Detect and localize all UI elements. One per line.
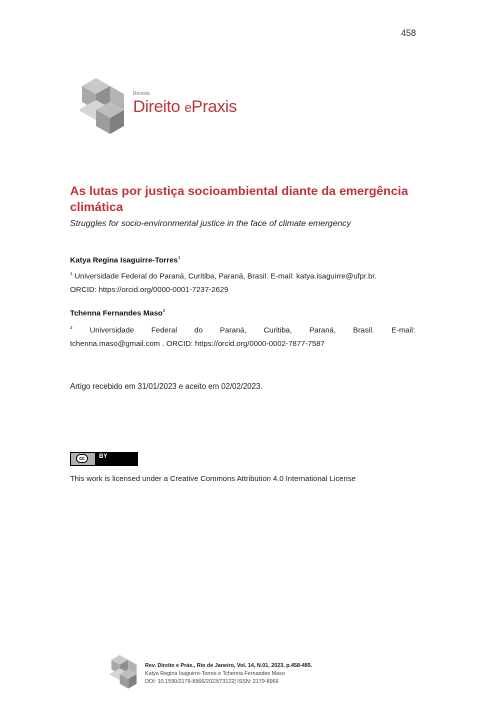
author-affiliation [70,321,415,350]
license-text: This work is licensed under a Creative Commons Attribution 4.0 International License [70,474,356,483]
logo-cubes-icon [80,78,124,134]
cc-icon: cc [76,454,88,463]
footer-journal-line: Rev. Direito e Práx., Rio de Janeiro, Vol. 14, N.01, 2023, p.458-485. [145,663,313,669]
author-sup: 1 [177,255,181,260]
author-name: Tchenna Fernandes Maso$^2$ [70,308,166,318]
author-name: Katya Regina Isaguirre-Torres$^1$ [70,255,181,265]
logo-title-e: e [184,100,192,115]
affiliation-line: $^1$ Universidade Federal do Paraná, Curitiba, Paraná, Brasil. E-mail: katya.isaguirre@ufpr.br. [70,271,377,281]
footer-citation [145,662,312,687]
logo-small-text: Revista [133,91,150,97]
affiliation-line: $^2$ Universidade Federal do Paraná, Curitiba, Paraná, Brasil. E-mail: [70,325,415,335]
author-affiliation [70,267,415,296]
affiliation-line: tchenna.maso@gmail.com . ORCID: https://orcid.org/0000-0002-7877-7587 [70,338,325,348]
footer-logo-icon [106,655,142,691]
article-title-en: Struggles for socio-environmental justice in the face of climate emergency [70,218,351,228]
page-number: 458 [400,28,416,38]
footer-authors-line: Katya Regina Isaguirre-Torres e Tchenna Fernandes Maso [145,671,285,678]
article-title-pt: As lutas por justiça socioambiental diante da emergência climática [70,184,409,214]
logo-title-main: Direito [133,97,181,116]
received-date: Artigo recebido em 31/01/2023 e aceito em 02/02/2023. [70,382,263,391]
cc-by-badge[interactable] [70,452,138,466]
logo-title [133,97,237,117]
affiliation-line: ORCID: https://orcid.org/0000-0001-7237-2629 [70,284,229,294]
logo-title-end: Praxis [191,97,237,116]
author-sup: 2 [162,308,166,313]
footer-doi-line: DOI: 10.1590/2179-8966/2023/73122| ISSN: 2179-8966 [145,679,279,686]
by-label: BY [99,454,108,460]
